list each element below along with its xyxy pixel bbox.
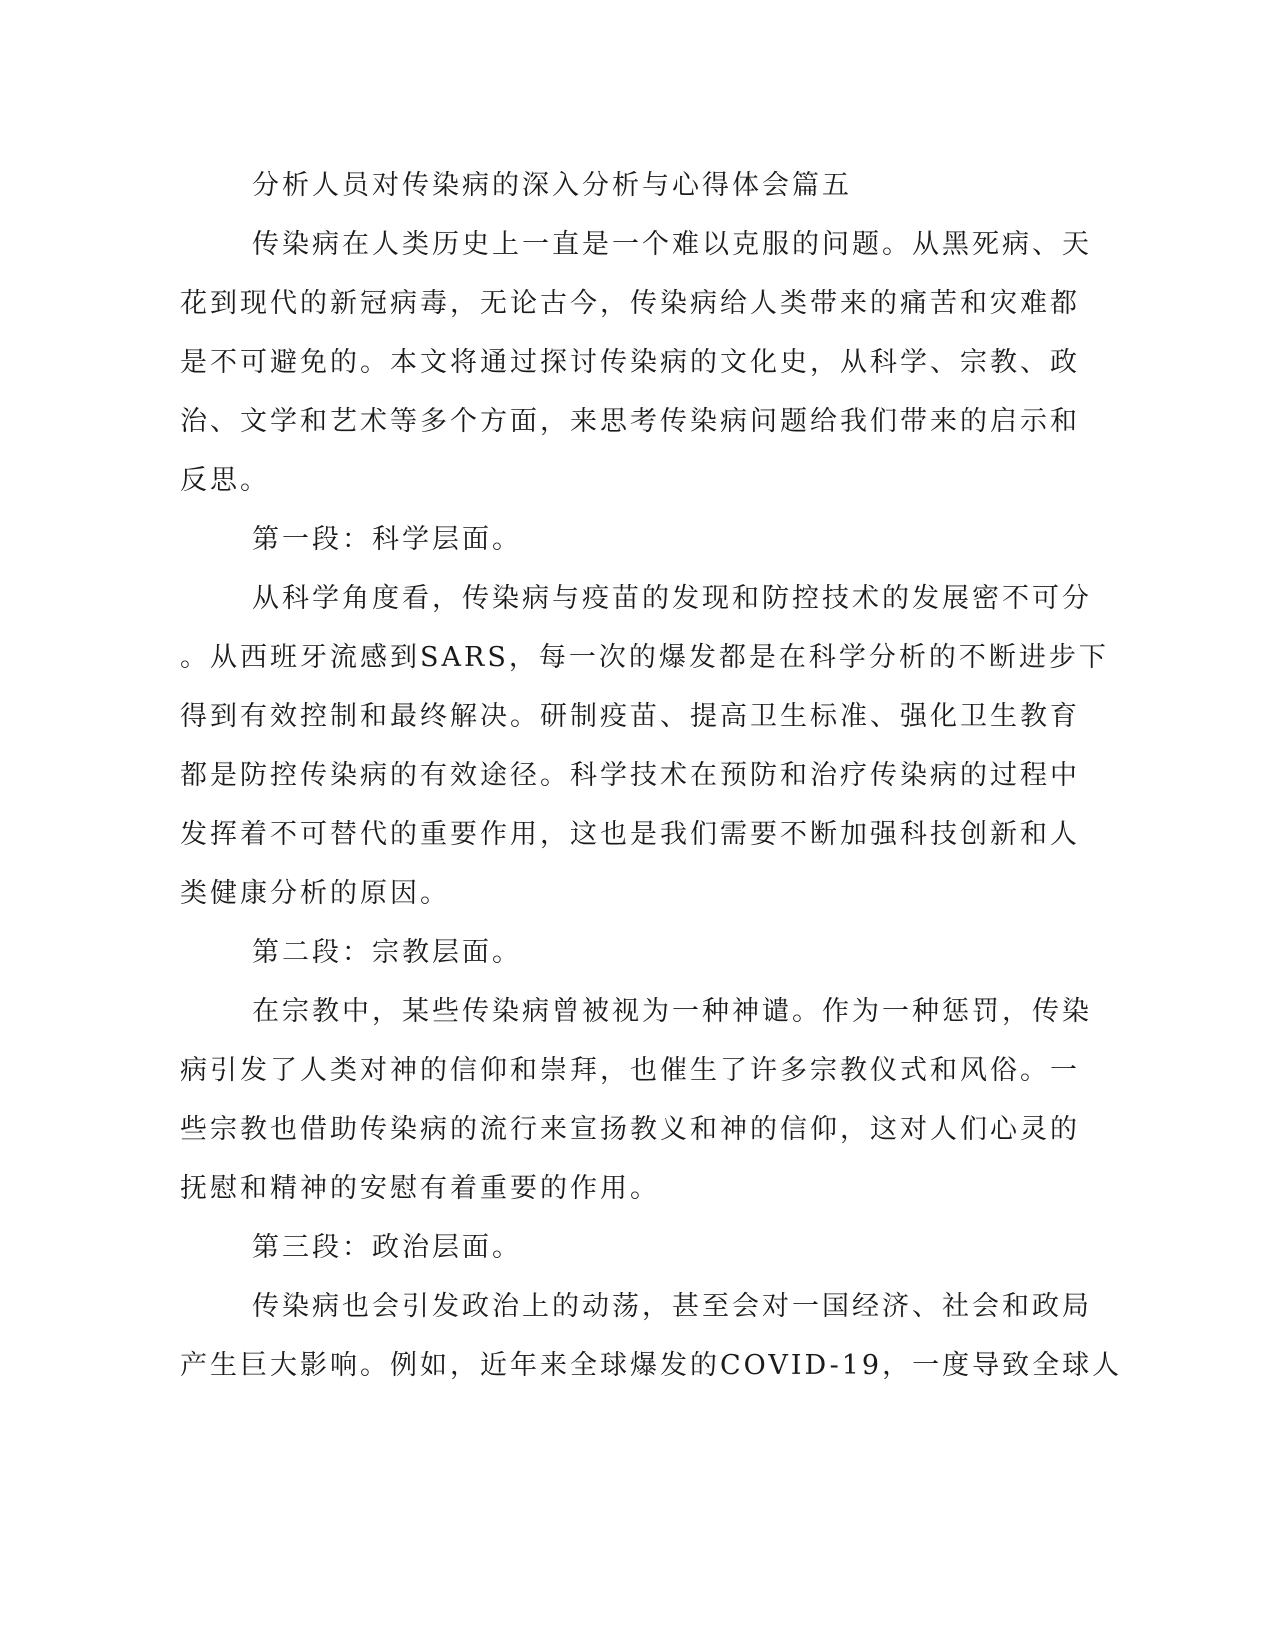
paragraph-line: 反思。	[180, 465, 270, 496]
section-heading-religion: 第二段：宗教层面。	[252, 937, 522, 968]
paragraph-line: 发挥着不可替代的重要作用，这也是我们需要不断加强科技创新和人	[180, 819, 1080, 850]
document-title: 分析人员对传染病的深入分析与心得体会篇五	[252, 170, 852, 201]
science-paragraph	[180, 569, 1109, 923]
paragraph-line: 得到有效控制和最终解决。研制疫苗、提高卫生标准、强化卫生教育	[180, 701, 1080, 732]
paragraph-line: 抚慰和精神的安慰有着重要的作用。	[180, 1173, 660, 1204]
paragraph-line: 类健康分析的原因。	[180, 878, 450, 909]
paragraph-line: 传染病也会引发政治上的动荡，甚至会对一国经济、社会和政局	[252, 1291, 1092, 1322]
religion-paragraph	[180, 982, 1092, 1218]
paragraph-line: 病引发了人类对神的信仰和崇拜，也催生了许多宗教仪式和风俗。一	[180, 1055, 1080, 1086]
politics-paragraph	[180, 1277, 1123, 1395]
paragraph-line: 些宗教也借助传染病的流行来宣扬教义和神的信仰，这对人们心灵的	[180, 1114, 1080, 1145]
paragraph-line: 是不可避免的。本文将通过探讨传染病的文化史，从科学、宗教、政	[180, 347, 1080, 378]
section-heading-politics: 第三段：政治层面。	[252, 1232, 522, 1263]
paragraph-line: 治、文学和艺术等多个方面，来思考传染病问题给我们带来的启示和	[180, 406, 1080, 437]
paragraph-line: 花到现代的新冠病毒，无论古今，传染病给人类带来的痛苦和灾难都	[180, 288, 1080, 319]
paragraph-line: 都是防控传染病的有效途径。科学技术在预防和治疗传染病的过程中	[180, 760, 1080, 791]
section-heading-science: 第一段：科学层面。	[252, 524, 522, 555]
paragraph-line: 。从西班牙流感到SARS，每一次的爆发都是在科学分析的不断进步下	[180, 642, 1109, 673]
paragraph-line: 传染病在人类历史上一直是一个难以克服的问题。从黑死病、天	[252, 229, 1092, 260]
document-page	[180, 156, 1123, 1395]
paragraph-line: 产生巨大影响。例如，近年来全球爆发的COVID-19，一度导致全球人	[180, 1350, 1123, 1381]
paragraph-line: 从科学角度看，传染病与疫苗的发现和防控技术的发展密不可分	[252, 583, 1092, 614]
intro-paragraph	[180, 215, 1092, 510]
paragraph-line: 在宗教中，某些传染病曾被视为一种神谴。作为一种惩罚，传染	[252, 996, 1092, 1027]
